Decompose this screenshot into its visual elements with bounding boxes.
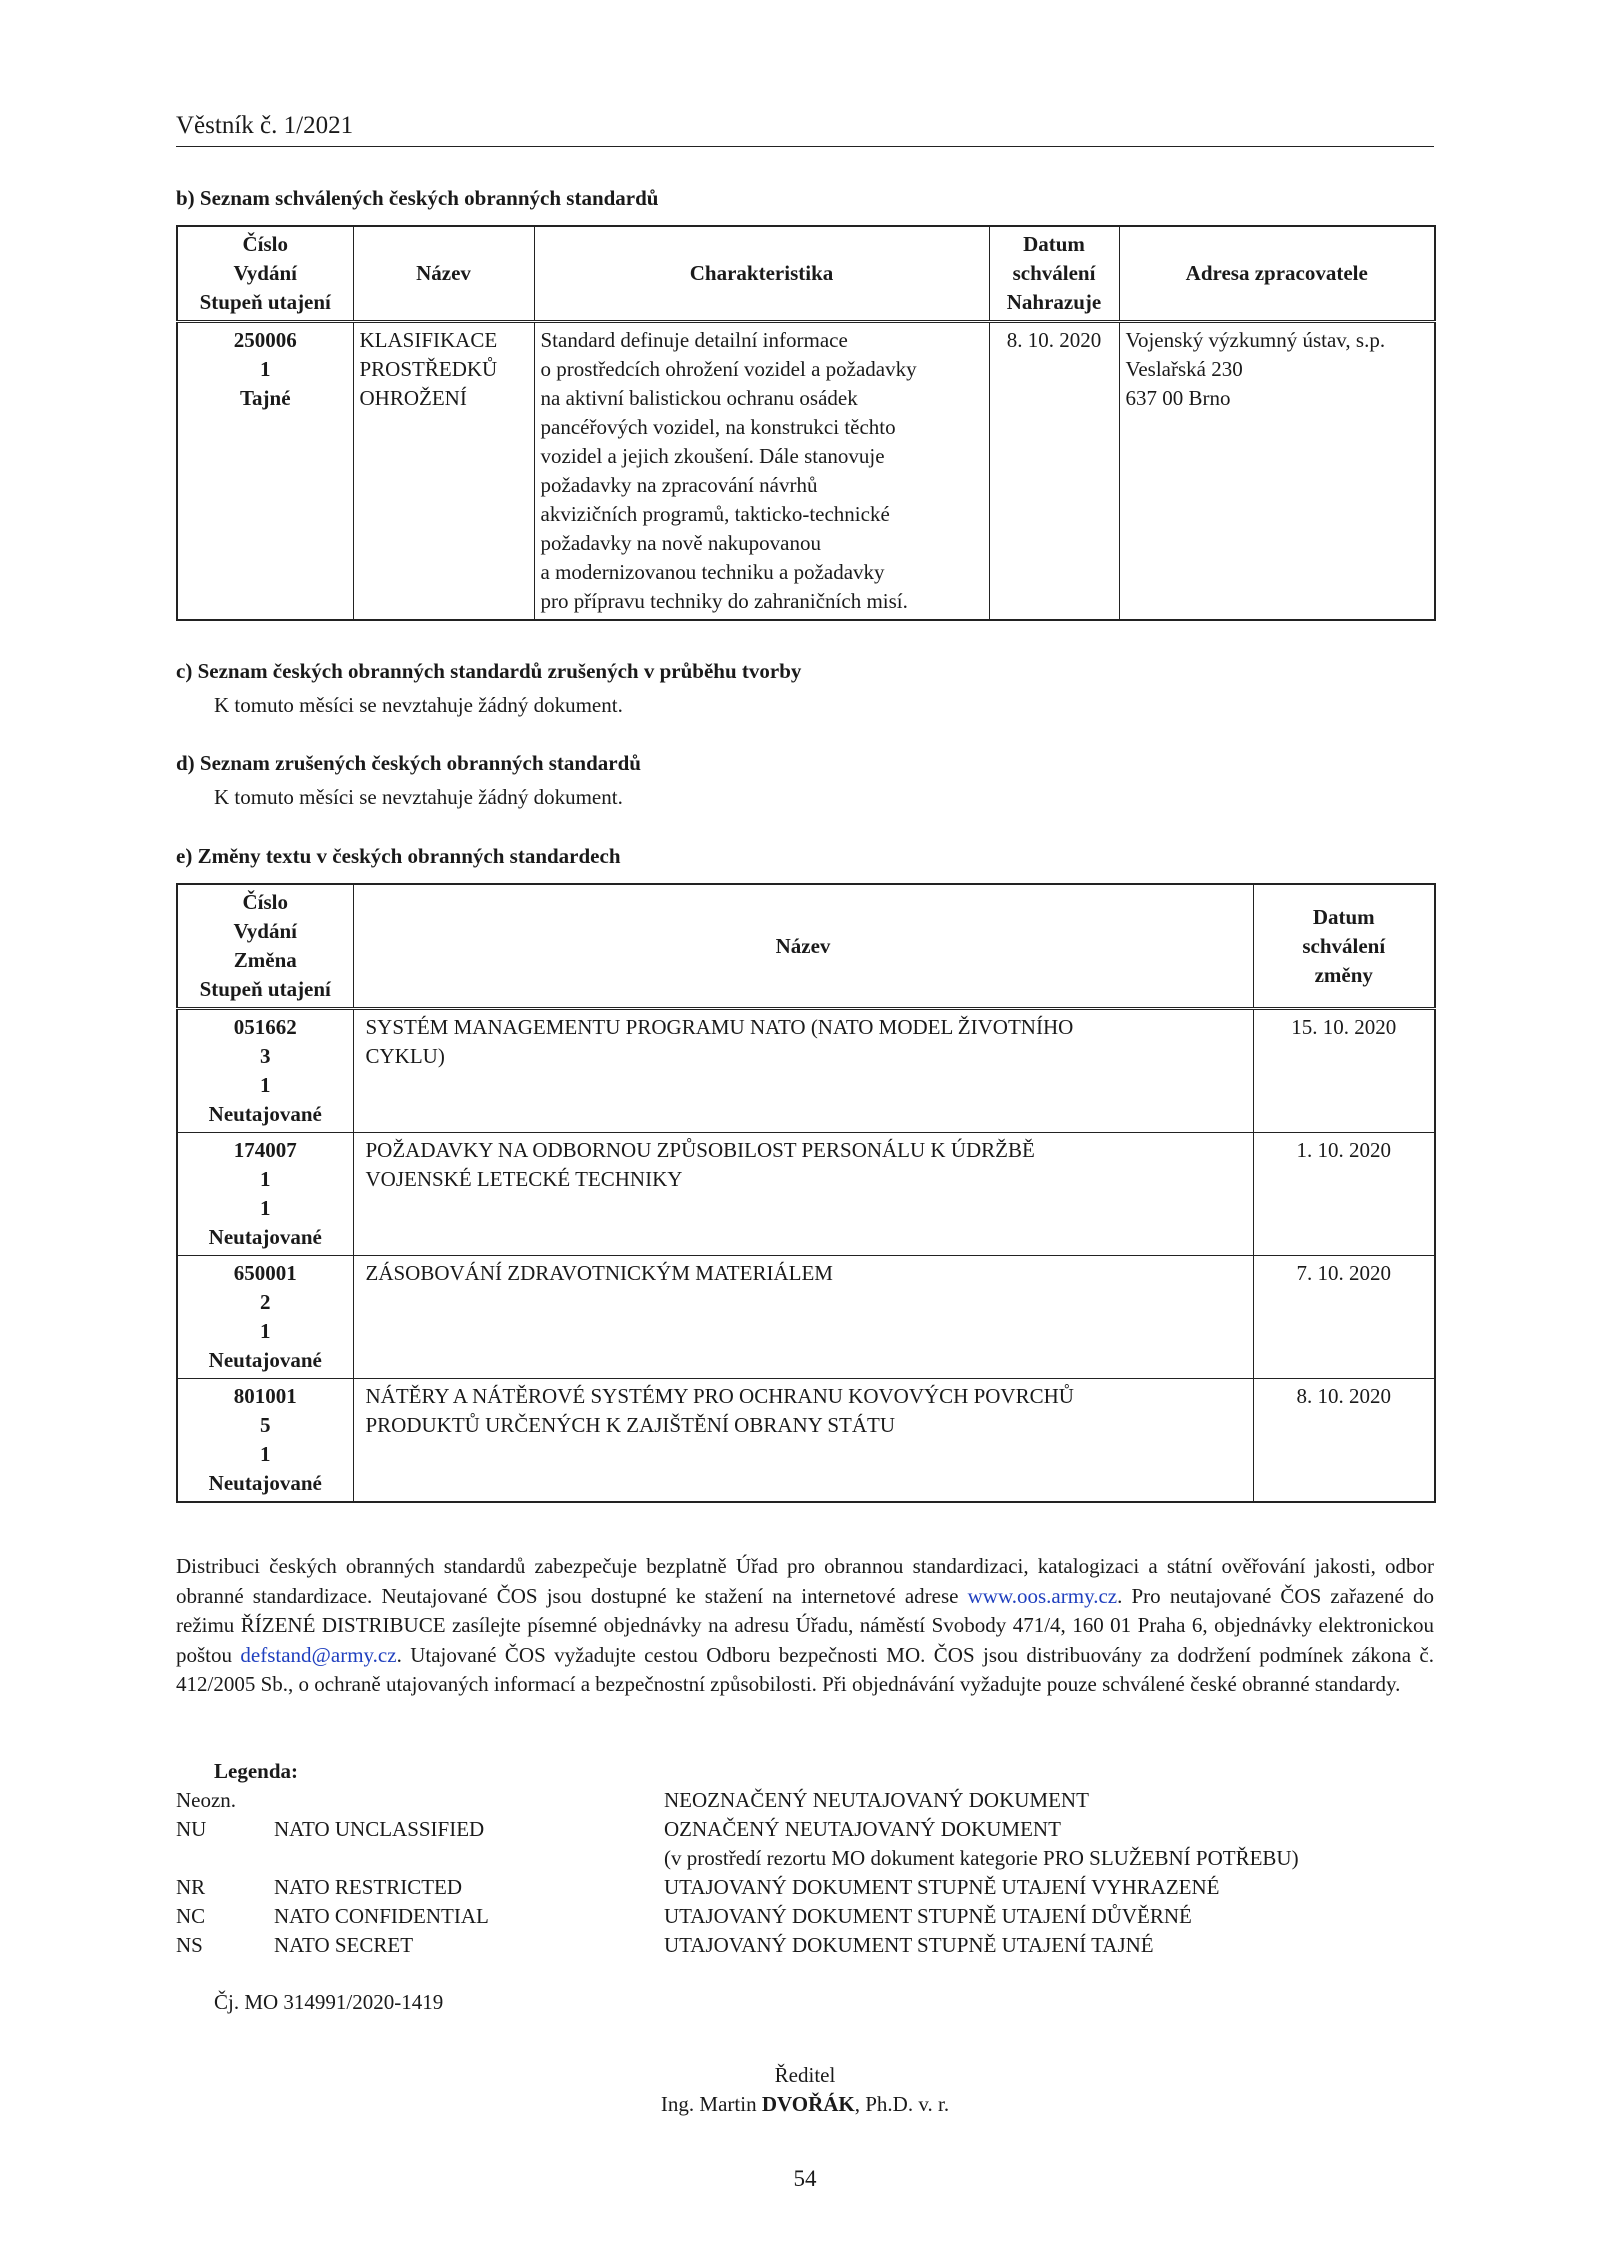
col-header-datum: Datum schválení změny bbox=[1253, 884, 1435, 1009]
legend-row: NU NATO UNCLASSIFIED OZNAČENÝ NEUTAJOVANÝ DOKUMENT bbox=[176, 1817, 1061, 1841]
text-changes-table bbox=[176, 883, 1436, 1503]
legend-row: NC NATO CONFIDENTIAL UTAJOVANÝ DOKUMENT STUPNĚ UTAJENÍ DŮVĚRNÉ bbox=[176, 1904, 1192, 1928]
section-c-heading: c) Seznam českých obranných standardů zrušených v průběhu tvorby bbox=[176, 659, 802, 683]
oos-website-link[interactable]: www.oos.army.cz bbox=[967, 1583, 1118, 1608]
cell-charakteristika: Standard definuje detailní informace o prostředcích ohrožení vozidel a požadavky na aktivní balistickou ochranu osádek pancéřových vozidel, na konstrukci těchto vozidel a jejich zkoušení. Dále stanovuje požadavky na zpracování návrhů akvizičních programů, takticko-technické požadavky na nově nakupovanou a modernizovanou techniku a požadavky pro přípravu techniky do zahraničních misí. bbox=[534, 322, 989, 621]
table-row bbox=[177, 322, 1435, 621]
cell-nazev: SYSTÉM MANAGEMENTU PROGRAMU NATO (NATO MODEL ŽIVOTNÍHO CYKLU) bbox=[353, 1009, 1253, 1133]
distribution-paragraph: Distribuci českých obranných standardů zabezpečuje bezplatně Úřad pro obrannou standardizaci, katalogizaci a státní ověřování jakosti, odbor obranné standardizace. Neutajované ČOS jsou dostupné ke stažení na internetové adrese www.oos.army.cz. Pro neutajované ČOS zařazené do režimu ŘÍZENÉ DISTRIBUCE zasílejte písemné objednávky na adresu Úřadu, náměstí Svobody 471/4, 160 01 Praha 6, objednávky elektronickou poštou defstand@army.cz. Utajované ČOS vyžadujte cestou Odboru bezpečnosti MO. ČOS jsou distribuovány za dodržení podmínek zákona č. 412/2005 Sb., o ochraně utajovaných informací a bezpečnostní způsobilosti. Při objednávání vyžadujte pouze schválené české obranné standardy. bbox=[176, 1554, 1434, 1696]
legend-title: Legenda: bbox=[214, 1759, 298, 1783]
col-header-adresa: Adresa zpracovatele bbox=[1119, 226, 1435, 322]
col-header-nazev: Název bbox=[353, 884, 1253, 1009]
cell-datum: 1. 10. 2020 bbox=[1253, 1133, 1435, 1256]
table-header-row bbox=[177, 884, 1435, 1009]
col-header-nazev: Název bbox=[353, 226, 534, 322]
cell-datum: 8. 10. 2020 bbox=[1253, 1379, 1435, 1503]
table-header-row bbox=[177, 226, 1435, 322]
legend-row: NS NATO SECRET UTAJOVANÝ DOKUMENT STUPNĚ UTAJENÍ TAJNÉ bbox=[176, 1933, 1154, 1957]
table-row bbox=[177, 1009, 1435, 1133]
section-b-heading: b) Seznam schválených českých obranných standardů bbox=[176, 186, 659, 210]
col-header-cislo: Číslo Vydání Změna Stupeň utajení bbox=[177, 884, 353, 1009]
table-row bbox=[177, 1133, 1435, 1256]
legend-row: NR NATO RESTRICTED UTAJOVANÝ DOKUMENT STUPNĚ UTAJENÍ VYHRAZENÉ bbox=[176, 1875, 1220, 1899]
cell-nazev: POŽADAVKY NA ODBORNOU ZPŮSOBILOST PERSONÁLU K ÚDRŽBĚ VOJENSKÉ LETECKÉ TECHNIKY bbox=[353, 1133, 1253, 1256]
legend-row: Neozn. NEOZNAČENÝ NEUTAJOVANÝ DOKUMENT bbox=[176, 1788, 1089, 1812]
table-row bbox=[177, 1379, 1435, 1503]
section-d-note: K tomuto měsíci se nevztahuje žádný dokument. bbox=[214, 785, 623, 809]
cell-datum: 7. 10. 2020 bbox=[1253, 1256, 1435, 1379]
signature-name: Ing. Martin DVOŘÁK, Ph.D. v. r. bbox=[660, 2092, 950, 2116]
table-row bbox=[177, 1256, 1435, 1379]
cell-datum: 8. 10. 2020 bbox=[989, 322, 1119, 621]
cell-adresa: Vojenský výzkumný ústav, s.p. Veslařská 230 637 00 Brno bbox=[1119, 322, 1435, 621]
cell-cislo: 250006 1 Tajné bbox=[177, 322, 353, 621]
reference-number: Čj. MO 314991/2020-1419 bbox=[214, 1990, 444, 2014]
col-header-cislo: Číslo Vydání Stupeň utajení bbox=[177, 226, 353, 322]
page-number: 54 bbox=[793, 2166, 817, 2191]
defstand-email-link[interactable]: defstand@army.cz bbox=[240, 1642, 397, 1667]
section-e-heading: e) Změny textu v českých obranných standardech bbox=[176, 844, 621, 868]
section-c-note: K tomuto měsíci se nevztahuje žádný dokument. bbox=[214, 693, 623, 717]
cell-nazev: KLASIFIKACE PROSTŘEDKŮ OHROŽENÍ bbox=[353, 322, 534, 621]
col-header-charakteristika: Charakteristika bbox=[534, 226, 989, 322]
cell-nazev: NÁTĚRY A NÁTĚROVÉ SYSTÉMY PRO OCHRANU KOVOVÝCH POVRCHŮ PRODUKTŮ URČENÝCH K ZAJIŠTĚNÍ OBRANY STÁTU bbox=[353, 1379, 1253, 1503]
running-header: Věstník č. 1/2021 bbox=[176, 112, 1434, 147]
approved-standards-table bbox=[176, 225, 1436, 621]
cell-datum: 15. 10. 2020 bbox=[1253, 1009, 1435, 1133]
cell-cislo: 051662 3 1 Neutajované bbox=[177, 1009, 353, 1133]
signature-role: Ředitel bbox=[774, 2063, 836, 2087]
legend-row: (v prostředí rezortu MO dokument kategorie PRO SLUŽEBNÍ POTŘEBU) bbox=[664, 1846, 1299, 1870]
cell-cislo: 174007 1 1 Neutajované bbox=[177, 1133, 353, 1256]
section-d-heading: d) Seznam zrušených českých obranných standardů bbox=[176, 751, 641, 775]
cell-cislo: 650001 2 1 Neutajované bbox=[177, 1256, 353, 1379]
cell-cislo: 801001 5 1 Neutajované bbox=[177, 1379, 353, 1503]
cell-nazev: ZÁSOBOVÁNÍ ZDRAVOTNICKÝM MATERIÁLEM bbox=[353, 1256, 1253, 1379]
col-header-datum: Datum schválení Nahrazuje bbox=[989, 226, 1119, 322]
